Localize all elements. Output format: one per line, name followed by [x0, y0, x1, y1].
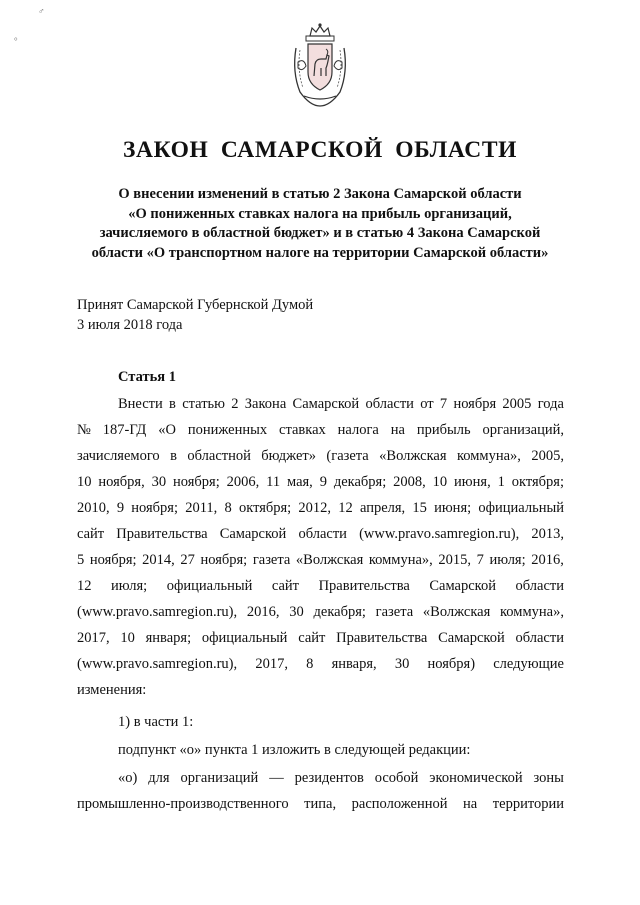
article-word: 2013,	[531, 526, 564, 542]
article-line	[118, 770, 564, 787]
article-word: Самарской	[429, 578, 496, 594]
subtitle-line: О внесении изменений в статью 2 Закона Самарской области	[118, 186, 522, 202]
article-word: коммуна»,	[456, 448, 521, 464]
article-word: на	[390, 422, 405, 438]
article-word: января,	[331, 656, 377, 672]
article-word: октября;	[511, 474, 564, 490]
article-word: Правительства	[318, 578, 410, 594]
article-word: 30	[394, 656, 410, 672]
article-word: коммуна»,	[368, 552, 433, 568]
article-line	[77, 474, 564, 491]
article-line	[118, 396, 564, 413]
article-word: сайт	[271, 578, 300, 594]
adoption-block	[77, 295, 313, 335]
article-word: газета	[252, 552, 291, 568]
article-word: промышленно-производственного	[77, 796, 289, 812]
document-title: ЗАКОН САМАРСКОЙ ОБЛАСТИ	[123, 137, 517, 163]
article-word: декабря;	[313, 604, 366, 620]
article-word: 8	[224, 500, 232, 516]
article-word: 2015,	[438, 552, 472, 568]
article-word: типа,	[304, 796, 337, 812]
article-word: мая,	[287, 474, 313, 490]
article-word: Правительства	[116, 526, 208, 542]
article-word: июля;	[111, 578, 148, 594]
article-word: ноября;	[200, 552, 248, 568]
article-word: 12	[77, 578, 92, 594]
article-word: 2	[231, 396, 239, 412]
article-word: 187-ГД	[102, 422, 147, 438]
article-word: 2005	[502, 396, 532, 412]
article-word: ноября;	[173, 474, 220, 490]
margin-mark: °	[14, 36, 18, 46]
article-word: 5	[77, 552, 85, 568]
article-word: июня;	[434, 500, 472, 516]
article-word: 10	[77, 474, 92, 490]
article-word: Правительства	[336, 630, 428, 646]
article-word: 2016,	[246, 604, 280, 620]
adoption-body: Принят Самарской Губернской Думой	[77, 297, 314, 313]
article-word: области	[515, 578, 564, 594]
article-word: области	[298, 526, 347, 542]
article-word: 30	[151, 474, 167, 490]
article-line	[77, 682, 564, 699]
article-word: июля;	[489, 552, 526, 568]
article-word: (www.pravo.samregion.ru),	[359, 526, 520, 542]
article-word: зоны	[533, 770, 564, 786]
article-line	[77, 526, 564, 543]
article-word: статью	[182, 396, 225, 412]
subtitle-line: зачисляемого в областной бюджет» и в статью 4 Закона Самарской	[99, 225, 541, 241]
article-word: (www.pravo.samregion.ru),	[77, 656, 238, 672]
article-word: «о)	[118, 770, 138, 786]
article-word: декабря;	[333, 474, 387, 490]
article-word: 1) в части 1:	[118, 714, 194, 730]
article-word: Самарской	[292, 396, 360, 412]
article-line	[77, 604, 564, 621]
article-word: №	[77, 422, 91, 438]
article-word: ноября;	[131, 500, 179, 516]
article-line	[77, 578, 564, 595]
adoption-date: 3 июля 2018 года	[77, 317, 183, 333]
article-word: сайт	[298, 630, 326, 646]
article-word: «Волжская	[379, 448, 447, 464]
article-word: изменения:	[77, 682, 147, 698]
article-word: года	[537, 396, 564, 412]
article-word: 15	[412, 500, 427, 516]
article-word: подпункт «о» пункта 1 изложить в следующей редакции:	[118, 742, 471, 758]
article-heading: Статья 1	[118, 369, 176, 385]
article-word: 2014,	[142, 552, 175, 568]
article-word: января;	[145, 630, 192, 646]
article-word: ноября	[453, 396, 497, 412]
article-word: особой	[374, 770, 419, 786]
article-word: прибыль	[416, 422, 471, 438]
article-word: 2011,	[185, 500, 218, 516]
article-word: 9	[116, 500, 125, 516]
article-word: «О	[158, 422, 176, 438]
article-word: следующие	[493, 656, 564, 672]
article-word: области	[365, 396, 414, 412]
article-word: организаций	[180, 770, 259, 786]
article-word: 2016,	[531, 552, 564, 568]
article-line	[118, 742, 564, 759]
article-word: официальный	[166, 578, 253, 594]
article-word: 2006,	[226, 474, 260, 490]
article-word: коммуна»,	[500, 604, 564, 620]
subtitle-line: «О пониженных ставках налога на прибыль организаций,	[128, 205, 512, 222]
article-word: в	[169, 396, 176, 412]
article-word: экономической	[429, 770, 523, 786]
article-word: 1	[497, 474, 505, 490]
article-word: 27	[180, 552, 195, 568]
article-word: ставках	[279, 422, 326, 438]
article-word: октября;	[238, 500, 292, 516]
article-line	[77, 656, 564, 673]
article-word: 10	[432, 474, 448, 490]
article-word: Закона	[244, 396, 287, 412]
article-word: (газета	[326, 448, 369, 464]
article-word: на	[463, 796, 478, 812]
article-word: 7	[439, 396, 448, 412]
article-word: зачисляемого	[77, 448, 160, 464]
article-word: бюджет»	[261, 448, 316, 464]
samara-coat-of-arms-icon	[288, 22, 352, 108]
margin-mark: ♂	[38, 6, 45, 16]
article-word: июня,	[454, 474, 491, 490]
article-word: —	[269, 770, 284, 786]
article-word: расположенной	[351, 796, 448, 812]
article-word: апреля,	[359, 500, 406, 516]
subtitle-line: области «О транспортном налоге на территории Самарской области»	[91, 244, 549, 261]
article-word: областной	[187, 448, 251, 464]
article-word: 7	[476, 552, 484, 568]
article-word: 2010,	[77, 500, 110, 516]
article-word: Внести	[118, 396, 163, 412]
article-word: 9	[319, 474, 327, 490]
article-word: «Волжская	[422, 604, 491, 620]
article-line	[77, 422, 564, 439]
article-word: организаций,	[482, 422, 564, 438]
article-word: Самарской	[438, 630, 505, 646]
article-word: официальный	[201, 630, 288, 646]
article-word: 2017,	[255, 656, 288, 672]
article-word: 2017,	[77, 630, 110, 646]
article-word: в	[170, 448, 177, 464]
article-word: 10	[120, 630, 135, 646]
article-word: территории	[492, 796, 564, 812]
article-word: «Волжская	[295, 552, 364, 568]
article-word: 2005,	[531, 448, 564, 464]
article-line	[77, 552, 564, 569]
article-word: ноября;	[89, 552, 137, 568]
article-word: сайт	[77, 526, 105, 542]
article-word: ноября)	[427, 656, 476, 672]
article-word: 12	[338, 500, 353, 516]
article-word: налога	[337, 422, 379, 438]
article-word: пониженных	[187, 422, 268, 438]
article-word: от	[420, 396, 434, 412]
article-word: для	[148, 770, 170, 786]
article-word: газета	[375, 604, 414, 620]
article-word: 2012,	[298, 500, 332, 516]
article-line	[77, 448, 564, 465]
article-line	[77, 500, 564, 517]
document-subtitle	[0, 185, 640, 263]
article-word: 8	[306, 656, 314, 672]
article-word: области	[515, 630, 564, 646]
article-word: Самарской	[219, 526, 287, 542]
article-word: (www.pravo.samregion.ru),	[77, 604, 238, 620]
article-line	[77, 630, 564, 647]
article-word: 2008,	[393, 474, 426, 490]
article-word: ноября,	[98, 474, 145, 490]
article-line	[118, 714, 564, 731]
article-word: официальный	[478, 500, 564, 516]
article-word: 30	[289, 604, 304, 620]
article-word: резидентов	[294, 770, 364, 786]
article-line	[77, 796, 564, 813]
article-word: 11	[266, 474, 281, 490]
